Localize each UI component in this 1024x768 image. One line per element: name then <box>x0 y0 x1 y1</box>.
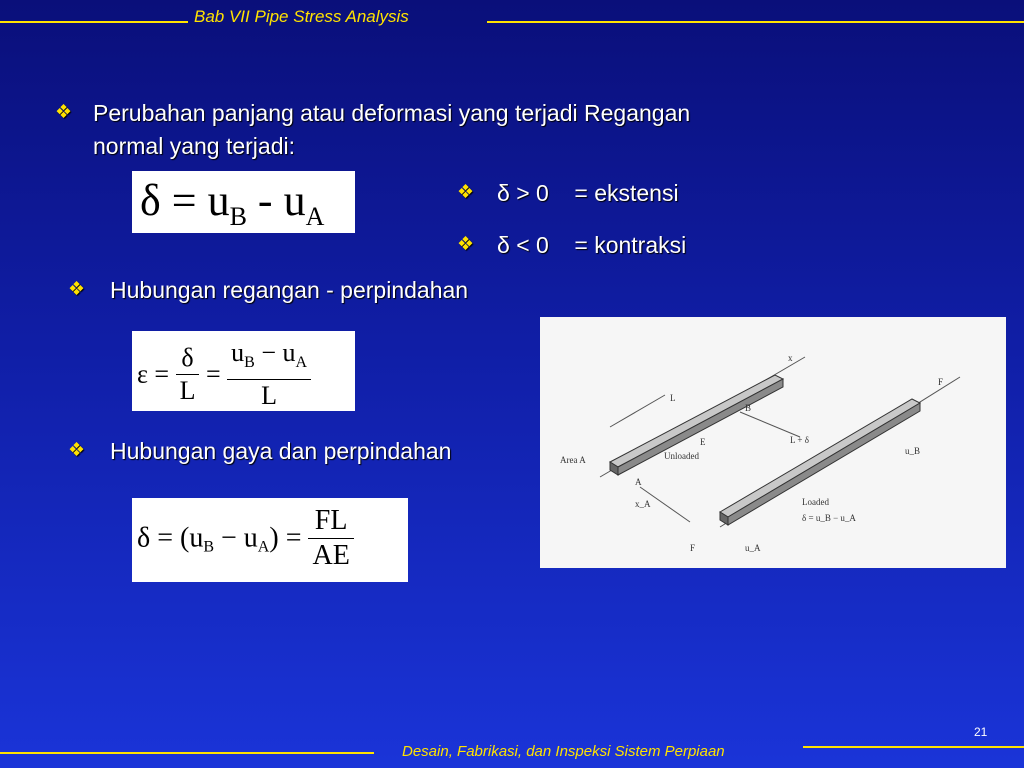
equals-sign: = <box>205 359 221 389</box>
delta-symbol: δ <box>137 522 151 554</box>
bullet-deformation-line1: Perubahan panjang atau deformasi yang terjadi Regangan <box>93 100 691 126</box>
minus-sign: − <box>221 522 237 554</box>
equals-sign: = <box>157 522 173 554</box>
epsilon-symbol: ε <box>137 359 148 389</box>
label-b: B <box>745 403 752 413</box>
delta-symbol: δ <box>140 176 161 225</box>
page-number: 21 <box>974 725 988 739</box>
fraction-numerator: δ <box>176 342 200 375</box>
bullet-force-displacement: Hubungan gaya dan perpindahan <box>110 438 452 464</box>
u-symbol: u <box>283 176 306 225</box>
bullet-deformation-line2: normal yang terjadi: <box>93 133 295 159</box>
minus-sign: − <box>261 338 276 367</box>
label-l: L <box>670 393 676 403</box>
diamond-bullet-icon: ❖ <box>68 279 86 300</box>
label-e: E <box>700 437 706 447</box>
fraction-denominator: L <box>261 381 278 411</box>
subscript-b: B <box>203 538 214 556</box>
fraction-numerator <box>227 337 311 380</box>
minus-sign: - <box>257 176 273 225</box>
formula-strain <box>132 331 355 411</box>
u-symbol: u <box>207 176 230 225</box>
subscript-b: B <box>244 354 255 372</box>
open-paren: ( <box>180 522 190 554</box>
formula-force-displacement <box>132 498 408 582</box>
fraction-numerator: FL <box>308 504 353 539</box>
bar-deformation-figure <box>540 317 1006 568</box>
u-symbol: u <box>231 338 245 367</box>
diamond-bullet-icon: ❖ <box>457 182 475 203</box>
bullet-strain-displacement: Hubungan regangan - perpindahan <box>110 277 469 303</box>
fraction-denominator: AE <box>312 540 350 571</box>
diamond-bullet-icon: ❖ <box>457 234 475 255</box>
footer-line-right <box>803 746 1024 748</box>
label-delta-eq: δ = u_B − u_A <box>802 513 856 523</box>
label-unloaded: Unloaded <box>664 451 699 461</box>
diamond-bullet-icon: ❖ <box>55 102 73 123</box>
diamond-bullet-icon: ❖ <box>68 440 86 461</box>
footer-title: Desain, Fabrikasi, dan Inspeksi Sistem Perpiaan <box>402 743 725 760</box>
u-symbol: u <box>189 522 204 554</box>
close-paren: ) <box>269 522 279 554</box>
footer-line-left <box>0 752 374 754</box>
header-title: Bab VII Pipe Stress Analysis <box>194 7 409 26</box>
equals-sign: = <box>171 176 197 225</box>
equals-sign: = <box>154 359 170 389</box>
fraction-fl-over-ae <box>308 504 353 573</box>
label-x-top: x <box>788 353 793 363</box>
label-f-right: F <box>938 377 944 387</box>
extension-condition: δ > 0 = ekstensi <box>497 180 679 206</box>
subscript-a: A <box>295 354 308 372</box>
label-ua: u_A <box>745 543 761 553</box>
fraction-denominator: L <box>179 376 196 406</box>
header-line-right <box>487 21 1024 23</box>
label-xa: x_A <box>635 499 651 509</box>
fraction-displacement-over-l <box>227 337 311 412</box>
subscript-a: A <box>305 201 325 231</box>
label-a: A <box>635 477 642 487</box>
label-l-plus-delta: L + δ <box>790 435 809 445</box>
label-loaded: Loaded <box>802 497 829 507</box>
equals-sign: = <box>285 522 302 554</box>
formula-displacement <box>132 171 355 233</box>
u-symbol: u <box>243 522 258 554</box>
label-ub: u_B <box>905 446 921 456</box>
contraction-condition: δ < 0 = kontraksi <box>497 232 687 258</box>
subscript-b: B <box>229 201 247 231</box>
fraction-delta-over-l <box>176 342 200 407</box>
label-area: Area A <box>560 455 586 465</box>
header-line-left <box>0 21 188 23</box>
u-symbol: u <box>282 338 296 367</box>
label-f-left: F <box>690 543 696 553</box>
subscript-a: A <box>257 538 270 556</box>
